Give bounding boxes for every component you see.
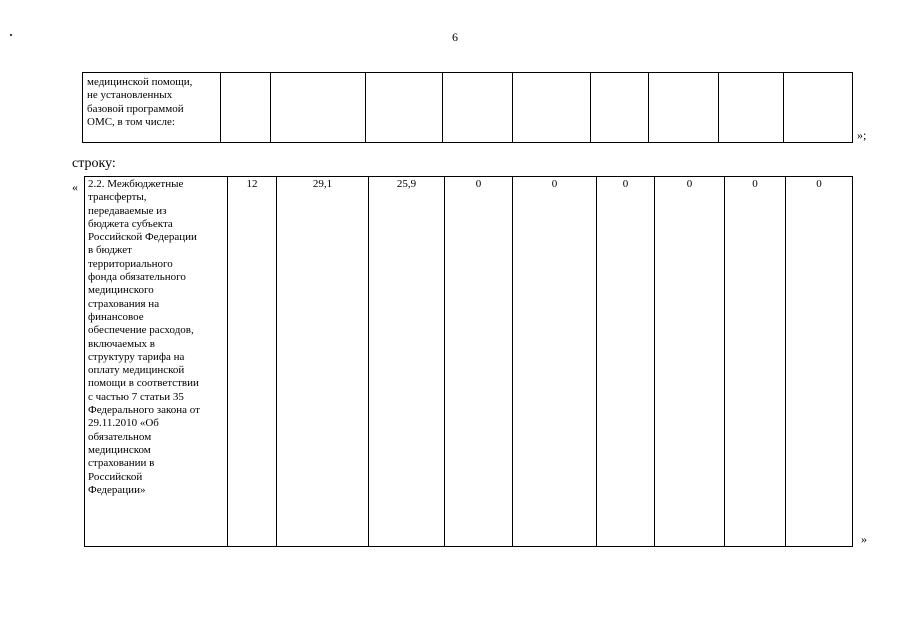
cell-text-line: медицинского [88,284,154,297]
closing-quote-semicolon: »; [857,128,867,142]
value-cell: 0 [597,177,655,547]
value-cell: 29,1 [277,177,369,547]
page-number: 6 [452,30,458,44]
cell-text-line: обязательном [88,430,152,443]
cell-text-line: включаемых в [88,337,155,350]
empty-cell [649,73,719,143]
table-main-row [84,176,853,547]
cell-text-line: в бюджет [88,244,132,257]
value-cell: 0 [513,177,597,547]
value-cell: 0 [655,177,725,547]
cell-text-line: помощи в соответствии [88,377,199,390]
label-stroku: строку: [72,156,116,171]
value-cell: 0 [445,177,513,547]
cell-text-line: базовой программой [87,102,184,115]
empty-cell [784,73,853,143]
empty-cell [271,73,366,143]
cell-text-line: территориального [88,257,173,270]
cell-text-line: страхования на [88,297,160,310]
cell-text-line: бюджета субъекта [88,217,173,230]
cell-text-line: медицинском [88,443,151,456]
cell-text-line: трансферты, [88,191,147,204]
row-title-cell [85,177,228,547]
value-cell: 12 [228,177,277,547]
value-cell: 0 [725,177,786,547]
row-title-cell [83,73,221,143]
table-row [85,177,853,547]
cell-text-line: с частью 7 статьи 35 [88,390,184,403]
cell-text-line: фонда обязательного [88,271,186,284]
cell-text-line: финансовое [88,310,144,323]
cell-text-line: страховании в [88,457,155,470]
cell-text-line: медицинской помощи, [87,76,193,88]
cell-text-line: Российской [88,470,143,483]
empty-cell [443,73,513,143]
cell-text-line: структуру тарифа на [88,350,185,363]
empty-cell [719,73,784,143]
cell-text-line: обеспечение расходов, [88,324,194,337]
empty-cell [366,73,443,143]
cell-text-line: 2.2. Межбюджетные [88,178,184,190]
cell-text-line: ОМС, в том числе: [87,115,175,128]
empty-cell [513,73,591,143]
scan-speck [10,34,12,36]
opening-quote: « [72,180,78,194]
cell-text-line: оплату медицинской [88,364,185,377]
empty-cell [221,73,271,143]
cell-text-line: передаваемые из [88,204,167,217]
closing-quote: » [861,532,867,546]
value-cell: 0 [786,177,853,547]
cell-text-line: не установленных [87,89,173,102]
cell-text-line: Российской Федерации [88,231,197,244]
empty-cell [591,73,649,143]
value-cell: 25,9 [369,177,445,547]
cell-text-line: Федерации» [88,483,146,496]
table-top-fragment [82,72,853,143]
table-row [83,73,853,143]
cell-text-line: Федерального закона от [88,404,200,417]
cell-text-line: 29.11.2010 «Об [88,417,159,430]
